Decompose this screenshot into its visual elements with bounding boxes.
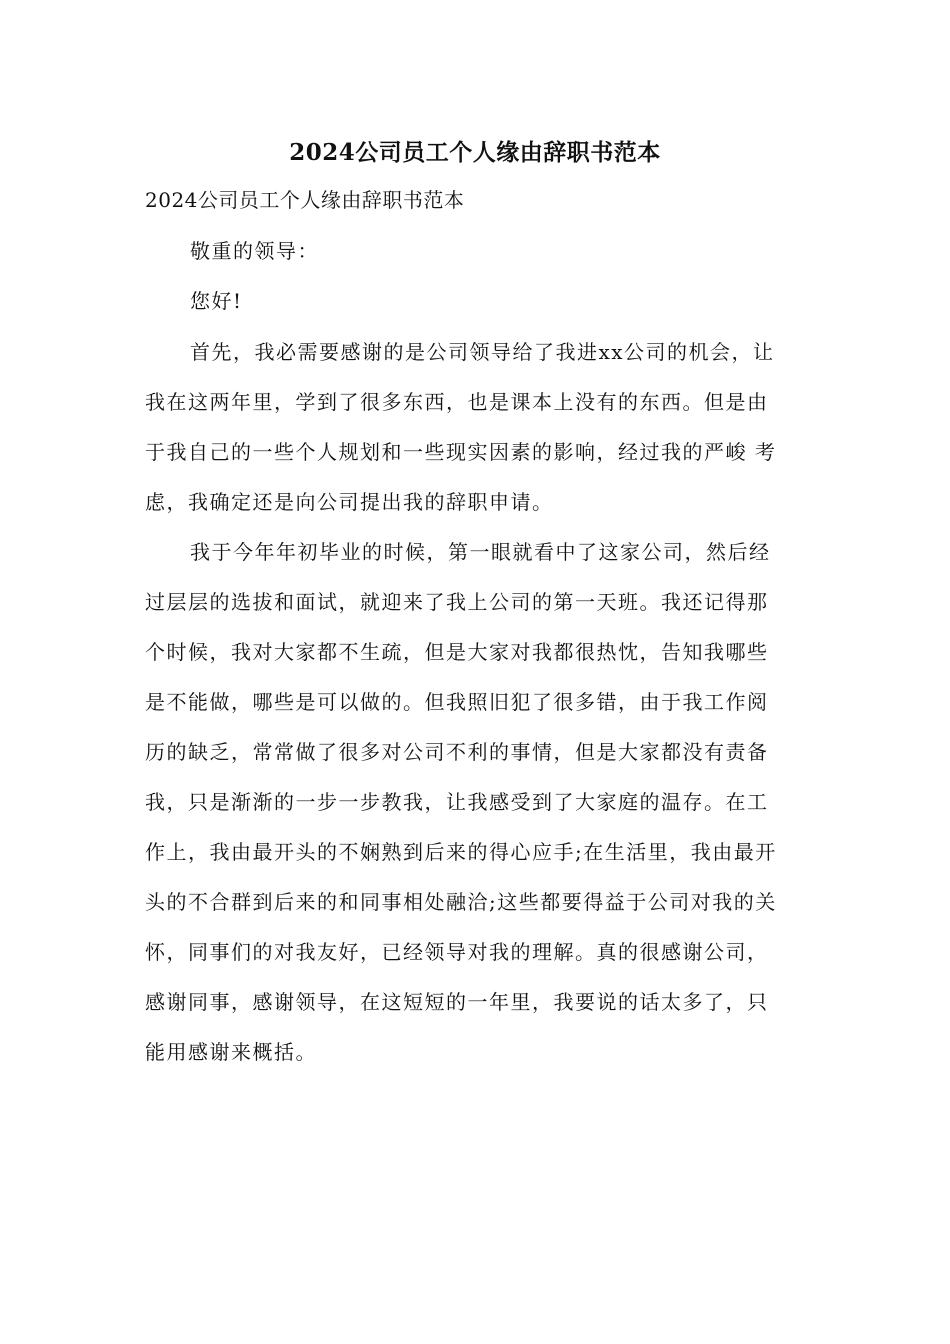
paragraph-2-line: 头的不合群到后来的和同事相处融洽;这些都要得益于公司对我的关 [145, 890, 777, 914]
paragraph-2-line: 历的缺乏，常常做了很多对公司不利的事情，但是大家都没有责备 [145, 740, 769, 764]
paragraph-2-line: 怀，同事们的对我友好，已经领导对我的理解。真的很感谢公司， [145, 940, 769, 964]
paragraph-2-line: 能用感谢来概括。 [145, 1040, 317, 1064]
paragraph-2-line: 过层层的选拔和面试，就迎来了我上公司的第一天班。我还记得那 [145, 590, 769, 614]
paragraph-2-line: 是不能做，哪些是可以做的。但我照旧犯了很多错，由于我工作阅 [145, 690, 769, 714]
paragraph-2-line: 我于今年年初毕业的时候，第一眼就看中了这家公司，然后经 [190, 540, 771, 564]
salutation: 敬重的领导： [190, 239, 319, 263]
document-subtitle: 2024公司员工个人缘由辞职书范本 [145, 188, 465, 212]
document-title: 2024公司员工个人缘由辞职书范本 [289, 139, 661, 166]
greeting: 您好! [190, 289, 243, 313]
paragraph-2-line: 作上，我由最开头的不娴熟到后来的得心应手;在生活里，我由最开 [145, 840, 777, 864]
paragraph-1-line: 于我自己的一些个人规划和一些现实因素的影响，经过我的严峻 考 [145, 440, 777, 464]
paragraph-2-line: 个时候，我对大家都不生疏，但是大家对我都很热忱，告知我哪些 [145, 640, 769, 664]
paragraph-1-line: 首先，我必需要感谢的是公司领导给了我进xx公司的机会，让 [190, 340, 775, 364]
paragraph-1-line: 我在这两年里，学到了很多东西，也是课本上没有的东西。但是由 [145, 390, 769, 414]
paragraph-2-line: 感谢同事，感谢领导，在这短短的一年里，我要说的话太多了，只 [145, 990, 769, 1014]
paragraph-1-line: 虑，我确定还是向公司提出我的辞职申请。 [145, 490, 554, 514]
paragraph-2-line: 我，只是渐渐的一步一步教我，让我感受到了大家庭的温存。在工 [145, 790, 769, 814]
